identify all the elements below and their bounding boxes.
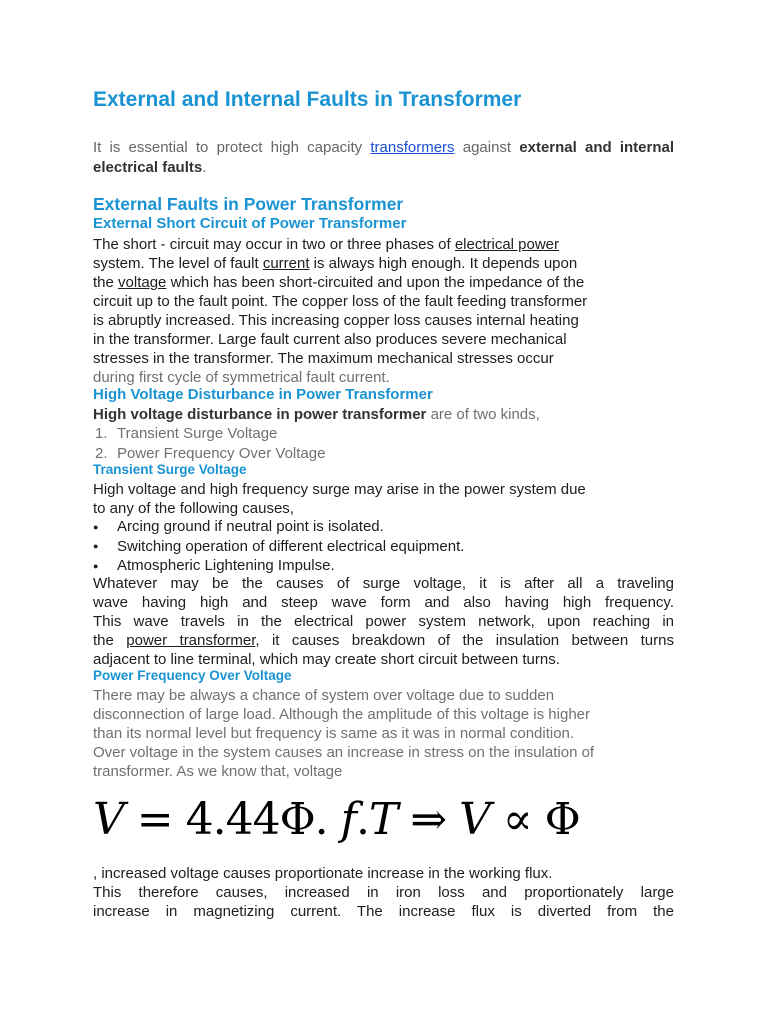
after-line-1: , increased voltage causes proportionate increase in the working flux. xyxy=(93,865,553,882)
pfov-heading: Power Frequency Over Voltage xyxy=(93,668,292,683)
current-link[interactable]: current xyxy=(262,255,310,272)
after-formula-paragraph xyxy=(93,864,674,921)
external-faults-heading: External Faults in Power Transformer xyxy=(93,194,404,214)
electrical-power-link[interactable]: electrical power xyxy=(454,236,560,253)
sc-line-4: circuit up to the fault point. The copper loss of the fault feeding transformer xyxy=(93,293,588,310)
bullet-icon: ● xyxy=(93,560,99,571)
transformers-link[interactable]: transformers xyxy=(370,139,455,156)
pfov-line-5: transformer. As we know that, voltage xyxy=(93,763,343,780)
intro-text: It is essential to protect high capacity xyxy=(93,139,371,156)
list-item: ● Atmospheric Lightening Impulse. xyxy=(93,557,335,575)
hv-disturbance-heading: High Voltage Disturbance in Power Transformer xyxy=(93,386,433,403)
list-item: 1. Transient Surge Voltage xyxy=(95,425,278,442)
after-line-3: increase in magnetizing current. The increase flux is diverted from the xyxy=(93,903,674,920)
sc-line-8: during first cycle of symmetrical fault current. xyxy=(93,369,390,386)
voltage-formula-image: V = 4.44Φ. f.T ⇒ V ∝ Φ xyxy=(93,794,580,845)
power-transformer-link[interactable]: power transformer xyxy=(126,632,256,649)
sc-line-5: is abruptly increased. This increasing copper loss causes internal heating xyxy=(93,312,579,329)
hv-kinds-list xyxy=(93,424,325,463)
hv-lead-rest: are of two kinds, xyxy=(426,406,540,423)
sc-line-2: system. The level of fault current is always high enough. It depends upon xyxy=(93,255,578,272)
transient-surge-heading: Transient Surge Voltage xyxy=(93,462,247,477)
page-title: External and Internal Faults in Transformer xyxy=(93,88,522,111)
pfov-line-4: Over voltage in the system causes an increase in stress on the insulation of xyxy=(93,744,595,761)
surge-line-1: Whatever may be the causes of surge voltage, it is after all a traveling xyxy=(93,575,674,592)
intro-text-2: against xyxy=(454,139,520,156)
bullet-icon: ● xyxy=(93,521,99,532)
after-line-2: This therefore causes, increased in iron loss and proportionately large xyxy=(93,884,674,901)
surge-line-5: adjacent to line terminal, which may create short circuit between turns. xyxy=(93,651,560,668)
transient-line-2: to any of the following causes, xyxy=(93,500,294,517)
pfov-line-2: disconnection of large load. Although the amplitude of this voltage is higher xyxy=(93,706,590,723)
short-circuit-heading: External Short Circuit of Power Transformer xyxy=(93,215,407,232)
pfov-line-1: There may be always a chance of system over voltage due to sudden xyxy=(93,687,555,704)
voltage-link[interactable]: voltage xyxy=(118,274,167,291)
sc-line-7: stresses in the transformer. The maximum mechanical stresses occur xyxy=(93,350,554,367)
surge-line-4: the power transformer, it causes breakdown of the insulation between turns xyxy=(93,632,674,649)
surge-paragraph xyxy=(93,574,674,669)
causes-list xyxy=(93,517,464,576)
list-item: ● Switching operation of different electrical equipment. xyxy=(93,537,465,555)
intro-paragraph xyxy=(93,138,674,178)
sc-line-6: in the transformer. Large fault current also produces severe mechanical xyxy=(93,331,567,348)
hv-lead xyxy=(93,405,674,424)
transient-line-1: High voltage and high frequency surge may arise in the power system due xyxy=(93,481,586,498)
sc-line-1: The short - circuit may occur in two or three phases of electrical power xyxy=(93,236,560,253)
intro-end: . xyxy=(202,159,207,176)
short-circuit-paragraph xyxy=(93,235,674,387)
list-item: 2. Power Frequency Over Voltage xyxy=(95,444,326,462)
intro-bold: external and internal electrical faults xyxy=(93,139,674,176)
surge-line-3: This wave travels in the electrical power system network, upon reaching in xyxy=(93,613,674,630)
transient-intro xyxy=(93,480,674,518)
pfov-line-3: than its normal level but frequency is same as it was in normal condition. xyxy=(93,725,575,742)
hv-lead-bold: High voltage disturbance in power transformer xyxy=(93,406,427,423)
sc-line-3: the voltage which has been short-circuited and upon the impedance of the xyxy=(93,274,585,291)
pfov-paragraph xyxy=(93,686,674,781)
surge-line-2: wave having high and steep wave form and also having high frequency. xyxy=(93,594,674,611)
list-item: ● Arcing ground if neutral point is isolated. xyxy=(93,518,384,535)
bullet-icon: ● xyxy=(93,541,99,552)
